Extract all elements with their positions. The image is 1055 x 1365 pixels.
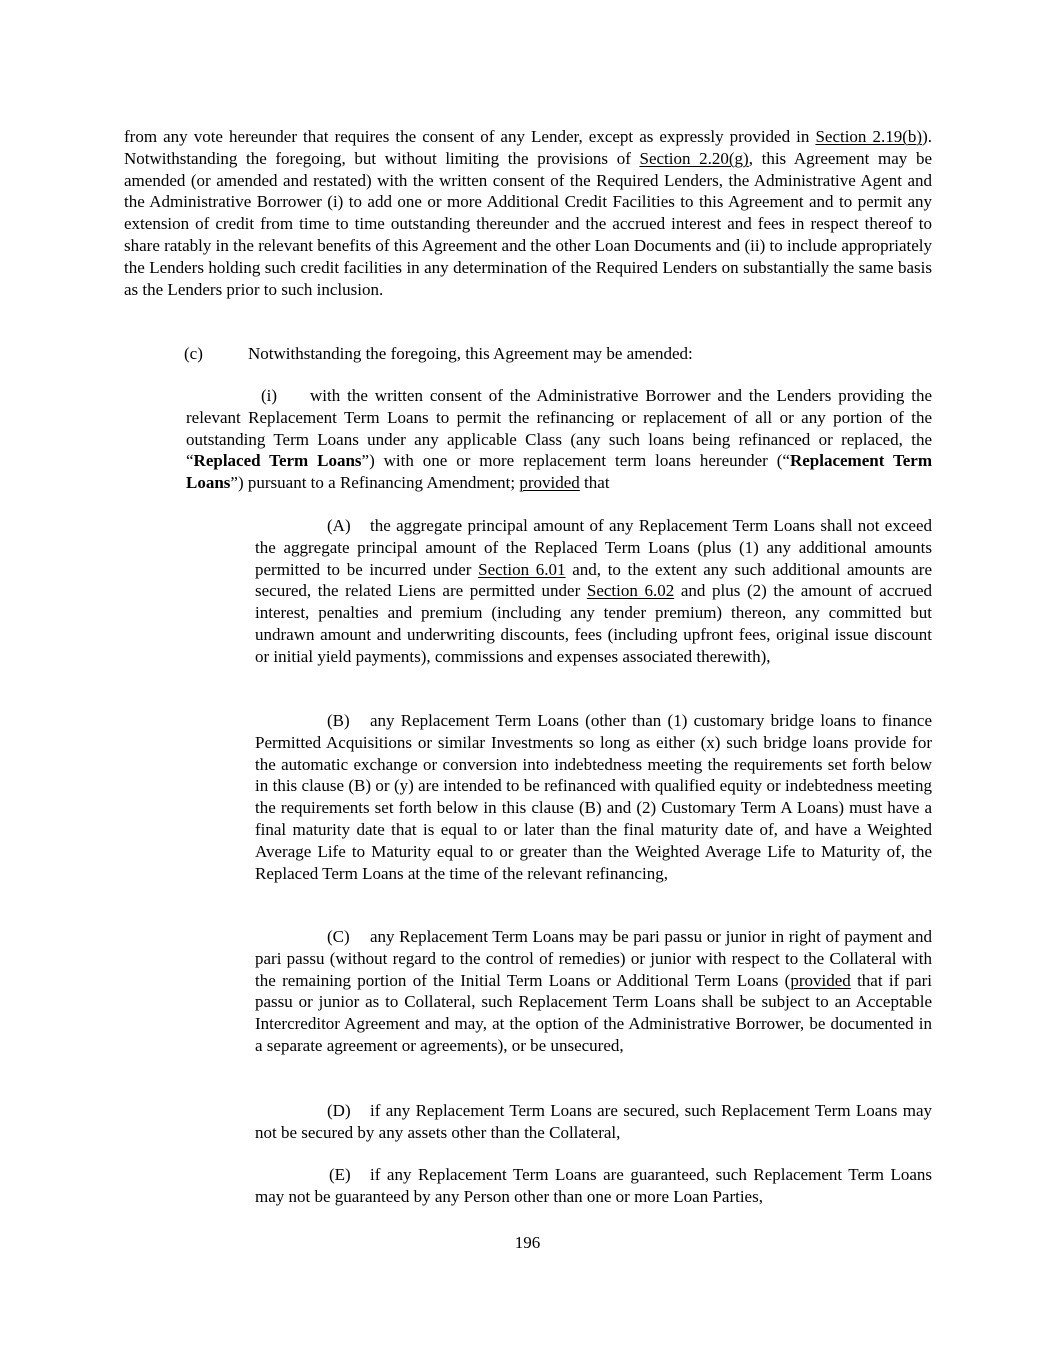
- paragraph-B: [255, 710, 932, 884]
- clause-marker: (C): [327, 927, 350, 946]
- text: if any Replacement Term Loans are guaranteed, such Replacement Term Loans may not be guaranteed by any Person other than one or more Loan Parties,: [255, 1165, 932, 1206]
- text: that: [579, 473, 610, 493]
- clause-marker: (D): [327, 1101, 351, 1120]
- text: with the written consent of the Administrative Borrower and the Lenders providing the relevant Replacement Term Loans to permit the refinancing or replacement of all or any portion of the outstanding Term Loans under any applicable Class (any such loans being refinanced or replaced, the “: [186, 386, 932, 471]
- text: and plus (2) the amount of accrued interest, penalties and premium (including any tender premium) thereon, any committed but undrawn amount and underwriting discounts, fees (including upfront fees, original issue discount or initial yield payments), commissions and expenses associated therewith),: [255, 581, 932, 666]
- text: ”) pursuant to a Refinancing Amendment;: [230, 473, 520, 493]
- text: from any vote hereunder that requires the consent of any Lender, except as expressly provided in: [124, 127, 816, 146]
- paragraph-c: [184, 343, 932, 365]
- proviso: provided: [519, 473, 580, 493]
- section-reference: Section 6.01: [478, 559, 566, 579]
- section-reference: Section 2.20(g): [639, 148, 749, 168]
- section-reference: Section 6.02: [586, 581, 675, 601]
- clause-marker: (E): [329, 1165, 351, 1184]
- proviso: provided: [790, 970, 851, 990]
- paragraph-continuation: [124, 126, 932, 300]
- clause-marker: (B): [327, 711, 350, 730]
- text: , this Agreement may be amended (or amended and restated) with the written consent of the Required Lenders, the Administrative Agent and the Administrative Borrower (i) to add one or more Additional Credit Facilities to this Agreement and to permit any extension of credit from time to time outstanding thereunder and the accrued interest and fees in respect thereof to share ratably in the relevant benefits of this Agreement and the other Loan Documents and (ii) to include appropriately the Lenders holding such credit facilities in any determination of the Required Lenders on substantially the same basis as the Lenders prior to such inclusion.: [124, 148, 932, 299]
- text: any Replacement Term Loans may be pari passu or junior in right of payment and pari passu (without regard to the control of remedies) or junior with respect to the Collateral with the remaining portion of the Initial Term Loans or Additional Term Loans (: [255, 927, 932, 990]
- text: ). Notwithstanding the foregoing, but without limiting the provisions of: [124, 127, 932, 168]
- page-number: 196: [514, 1233, 541, 1252]
- defined-term: Replaced Term Loans: [193, 451, 362, 471]
- text: the aggregate principal amount of any Replacement Term Loans shall not exceed the aggregate principal amount of the Replaced Term Loans (plus (1) any additional amounts permitted to be incurred under: [255, 516, 932, 579]
- paragraph-C: [255, 926, 932, 1057]
- text: Notwithstanding the foregoing, this Agreement may be amended:: [248, 344, 693, 363]
- paragraph-i: [186, 385, 932, 494]
- paragraph-D: [255, 1100, 932, 1144]
- defined-term: Replacement Term Loans: [186, 451, 933, 493]
- text: if any Replacement Term Loans are secured, such Replacement Term Loans may not be secured by any assets other than the Collateral,: [255, 1101, 932, 1142]
- text: and, to the extent any such additional amounts are secured, the related Liens are permitted under: [255, 559, 933, 601]
- text: any Replacement Term Loans (other than (1) customary bridge loans to finance Permitted Acquisitions or similar Investments so long as either (x) such bridge loans provide for the automatic exchange or conversion into indebtedness meeting the requirements set forth below in this clause (B) or (y) are intended to be refinanced with qualified equity or indebtedness meeting the requirements set forth below in this clause (B) and (2) Customary Term A Loans) must have a final maturity date that is equal to or later than the final maturity date of, and have a Weighted Average Life to Maturity equal to or greater than the Weighted Average Life to Maturity of, the Replaced Term Loans at the time of the relevant refinancing,: [255, 711, 932, 883]
- clause-marker: (A): [327, 516, 351, 535]
- paragraph-A: [255, 515, 932, 668]
- section-reference: Section 2.19(b): [815, 127, 923, 146]
- text: ”) with one or more replacement term loans hereunder (“: [361, 451, 790, 471]
- text: that if pari passu or junior as to Collateral, such Replacement Term Loans shall be subject to an Acceptable Intercreditor Agreement and may, at the option of the Administrative Borrower, be documented in a separate agreement or agreements), or be unsecured,: [255, 970, 933, 1055]
- clause-marker: (i): [261, 386, 278, 405]
- clause-marker: (c): [184, 344, 203, 363]
- paragraph-E: [255, 1164, 932, 1208]
